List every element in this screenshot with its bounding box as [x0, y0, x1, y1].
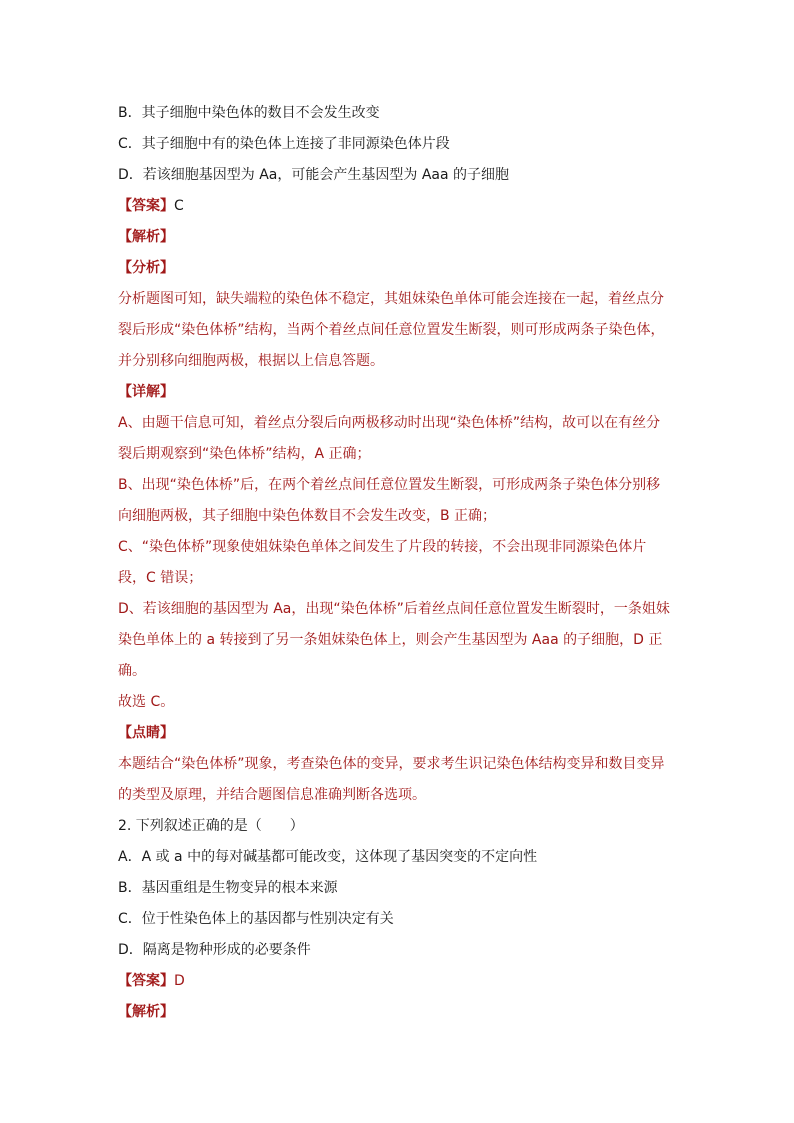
q2-stem: 2. 下列叙述正确的是（ ） — [118, 818, 304, 834]
q1-jiexi-label: 【解析】 — [118, 229, 174, 245]
q1-answer — [118, 197, 678, 215]
q2-answer — [118, 972, 678, 990]
answer-value: C — [174, 198, 184, 214]
q2-option-c: C．位于性染色体上的基因都与性别决定有关 — [118, 911, 394, 927]
answer-value: D — [174, 973, 185, 989]
q2-jiexi-label: 【解析】 — [118, 1004, 174, 1020]
q2-option-a: A．A 或 a 中的每对碱基都可能改变，这体现了基因突变的不定向性 — [118, 849, 538, 865]
xiangjie-line-d2: 染色单体上的 a 转接到了另一条姐妹染色体上，则会产生基因型为 Aaa 的子细胞，D 正 — [118, 632, 663, 648]
xiangjie-line: 裂后期观察到“染色体桥”结构，A 正确； — [118, 446, 371, 462]
answer-label: 【答案】 — [118, 973, 174, 989]
dianjing-line: 的类型及原理，并结合题图信息准确判断各选项。 — [118, 787, 426, 803]
xiangjie-line: A、由题干信息可知，着丝点分裂后向两极移动时出现“染色体桥”结构，故可以在有丝分 — [118, 415, 661, 431]
fenxi-line: 并分别移向细胞两极，根据以上信息答题。 — [118, 353, 384, 369]
q2-option-b: B．基因重组是生物变异的根本来源 — [118, 880, 338, 896]
xiangjie-line: C、“染色体桥”现象使姐妹染色单体之间发生了片段的转接，不会出现非同源染色体片 — [118, 539, 647, 555]
q1-option-c: C．其子细胞中有的染色体上连接了非同源染色体片段 — [118, 136, 450, 152]
conclusion: 故选 C。 — [118, 694, 175, 710]
answer-label: 【答案】 — [118, 198, 174, 214]
q1-option-b: B．其子细胞中染色体的数目不会发生改变 — [118, 105, 380, 121]
q2-option-d: D．隔离是物种形成的必要条件 — [118, 942, 311, 958]
xiangjie-line-d3: 确。 — [118, 663, 146, 679]
xiangjie-line-d1: D、若该细胞的基因型为 Aa，出现“染色体桥”后着丝点间任意位置发生断裂时，一条姐妹 — [118, 601, 670, 617]
q1-xiangjie-label: 【详解】 — [118, 384, 174, 400]
q1-fenxi-label: 【分析】 — [118, 260, 174, 276]
q1-dianjing-label: 【点睛】 — [118, 725, 174, 741]
fenxi-line: 裂后形成“染色体桥”结构，当两个着丝点间任意位置发生断裂，则可形成两条子染色体， — [118, 322, 665, 338]
xiangjie-line: 向细胞两极，其子细胞中染色体数目不会发生改变，B 正确； — [118, 508, 497, 524]
q1-option-d: D．若该细胞基因型为 Aa，可能会产生基因型为 Aaa 的子细胞 — [118, 167, 510, 183]
xiangjie-line: 段，C 错误； — [118, 570, 203, 586]
xiangjie-line: B、出现“染色体桥”后，在两个着丝点间任意位置发生断裂，可形成两条子染色体分别移 — [118, 477, 661, 493]
dianjing-line: 本题结合“染色体桥”现象，考查染色体的变异，要求考生识记染色体结构变异和数目变异 — [118, 756, 665, 772]
fenxi-line: 分析题图可知，缺失端粒的染色体不稳定，其姐妹染色单体可能会连接在一起，着丝点分 — [118, 291, 664, 307]
